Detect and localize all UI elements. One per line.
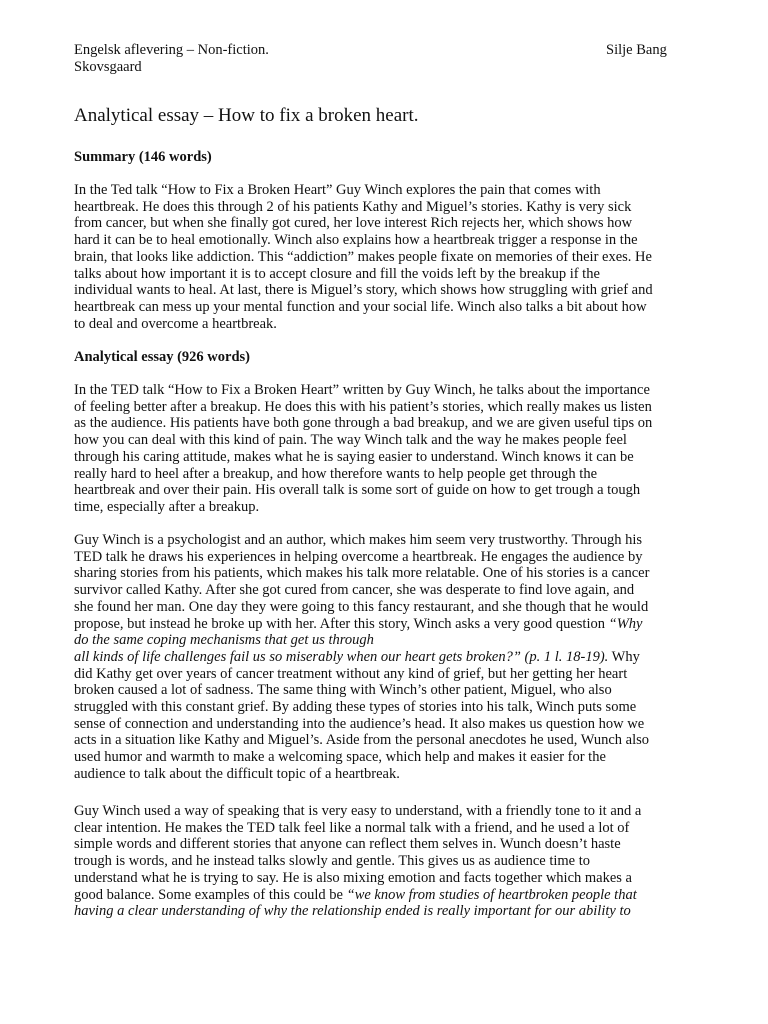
text-line: time, especially after a breakup.: [74, 498, 260, 515]
text-line: through his caring attitude, makes what he is saying easier to understand. Winch knows it can be: [74, 448, 634, 465]
text-line: heartbreak. He does this through 2 of his patients Kathy and Miguel’s stories. Kathy is very sick: [74, 198, 632, 215]
text-line: used humor and warmth to make a welcoming space, which help and makes it easier for the: [74, 749, 606, 766]
quote-text: “we know from studies of heartbroken people that: [346, 886, 637, 903]
text-line: broken caused a lot of sadness. The same thing with Winch’s other patient, Miguel, who also: [74, 682, 612, 699]
text-line: [74, 649, 696, 666]
text-line: from cancer, but when she finally got cured, her love interest Rich rejects her, which shows how: [74, 215, 633, 232]
text-line: [74, 887, 696, 904]
plain-text: propose, but instead he broke up with her. After this story, Winch asks a very good question: [74, 615, 609, 632]
text-line: simple words and different stories that anyone can reflect them selves in. Wunch doesn’t haste: [74, 836, 621, 853]
text-line: clear intention. He makes the TED talk feel like a normal talk with a friend, and he used a lot of: [74, 819, 630, 836]
text-line: sense of connection and understanding into the audience’s head. It also makes us question how we: [74, 715, 645, 732]
document-page: [74, 42, 696, 920]
quote-line: do the same coping mechanisms that get us through: [74, 632, 374, 649]
summary-paragraph: [74, 182, 696, 332]
header-course: Engelsk aflevering – Non-fiction.: [74, 42, 269, 58]
text-line: did Kathy get over years of cancer treatment without any kind of grief, but her getting her heart: [74, 665, 628, 682]
text-line: of feeling better after a breakup. He does this with his patient’s stories, which really makes us listen: [74, 398, 652, 415]
quote-text: “Why: [608, 615, 643, 632]
text-line: talks about how important it is to accept closure and fill the voids left by the breakup if the: [74, 265, 600, 282]
text-line: really hard to heel after a breakup, and how therefore wants to help people get through the: [74, 465, 598, 482]
document-header: [74, 42, 696, 76]
essay-paragraph-1: [74, 382, 696, 516]
text-line: as the audience. His patients have both gone through a bad breakup, and we are given useful tips on: [74, 415, 653, 432]
text-line: Guy Winch is a psychologist and an author, which makes him seem very trustworthy. Through his: [74, 532, 643, 548]
header-author-surname: Skovsgaard: [74, 59, 142, 75]
text-line: understand what he is trying to say. He is also mixing emotion and facts together which makes a: [74, 869, 632, 886]
text-line: she found her man. One day they were going to this fancy restaurant, and she though that he would: [74, 598, 649, 615]
plain-text: good balance. Some examples of this could be: [74, 886, 347, 903]
text-line: acts in a situation like Kathy and Miguel’s. Aside from the personal anecdotes he used, Wunch also: [74, 732, 649, 749]
text-line: survivor called Kathy. After she got cured from cancer, she was desperate to find love again, and: [74, 582, 635, 599]
text-line: [74, 616, 696, 633]
text-line: individual wants to heal. At last, there is Miguel’s story, which shows how struggling with grief and: [74, 282, 653, 299]
text-line: heartbreak and over their pain. His overall talk is some sort of guide on how to get trough a tough: [74, 482, 641, 499]
text-line: sharing stories from his patients, which makes his talk more relatable. One of his stories is a cancer: [74, 565, 650, 582]
text-line: heartbreak can mess up your mental function and your social life. Winch also talks a bit about how: [74, 298, 647, 315]
text-line: struggled with this constant grief. By adding these types of stories into his talk, Winch puts some: [74, 699, 637, 716]
text-line: to deal and overcome a heartbreak.: [74, 315, 277, 332]
header-author: Silje Bang: [606, 42, 667, 58]
plain-text: Why: [608, 648, 640, 665]
quote-text: all kinds of life challenges fail us so miserably when our heart gets broken?” (p. 1 l. 18-19).: [74, 648, 609, 665]
text-line: audience to talk about the difficult topic of a heartbreak.: [74, 765, 400, 782]
quote-line: having a clear understanding of why the relationship ended is really important for our ability to: [74, 903, 631, 920]
text-line: Guy Winch used a way of speaking that is very easy to understand, with a friendly tone to it and a: [74, 803, 642, 819]
text-line: In the Ted talk “How to Fix a Broken Heart” Guy Winch explores the pain that comes with: [74, 182, 601, 198]
text-line: trough is words, and he instead talks slowly and gentle. This gives us as audience time to: [74, 853, 591, 870]
summary-heading: Summary (146 words): [74, 149, 212, 165]
text-line: brain, that looks like addiction. This “addiction” makes people fixate on memories of their exes. He: [74, 248, 652, 265]
essay-title: Analytical essay – How to fix a broken heart.: [74, 105, 419, 126]
essay-paragraph-2: [74, 532, 696, 783]
text-line: hard it can be to heal emotionally. Winch also explains how a heartbreak trigger a response in the: [74, 232, 638, 249]
analytical-heading: Analytical essay (926 words): [74, 349, 251, 365]
text-line: In the TED talk “How to Fix a Broken Heart” written by Guy Winch, he talks about the importance: [74, 382, 650, 398]
essay-paragraph-3: [74, 803, 696, 920]
text-line: TED talk he draws his experiences in helping overcome a heartbreak. He engages the audience by: [74, 548, 643, 565]
text-line: how you can deal with this kind of pain. The way Winch talk and the way he makes people feel: [74, 432, 627, 449]
